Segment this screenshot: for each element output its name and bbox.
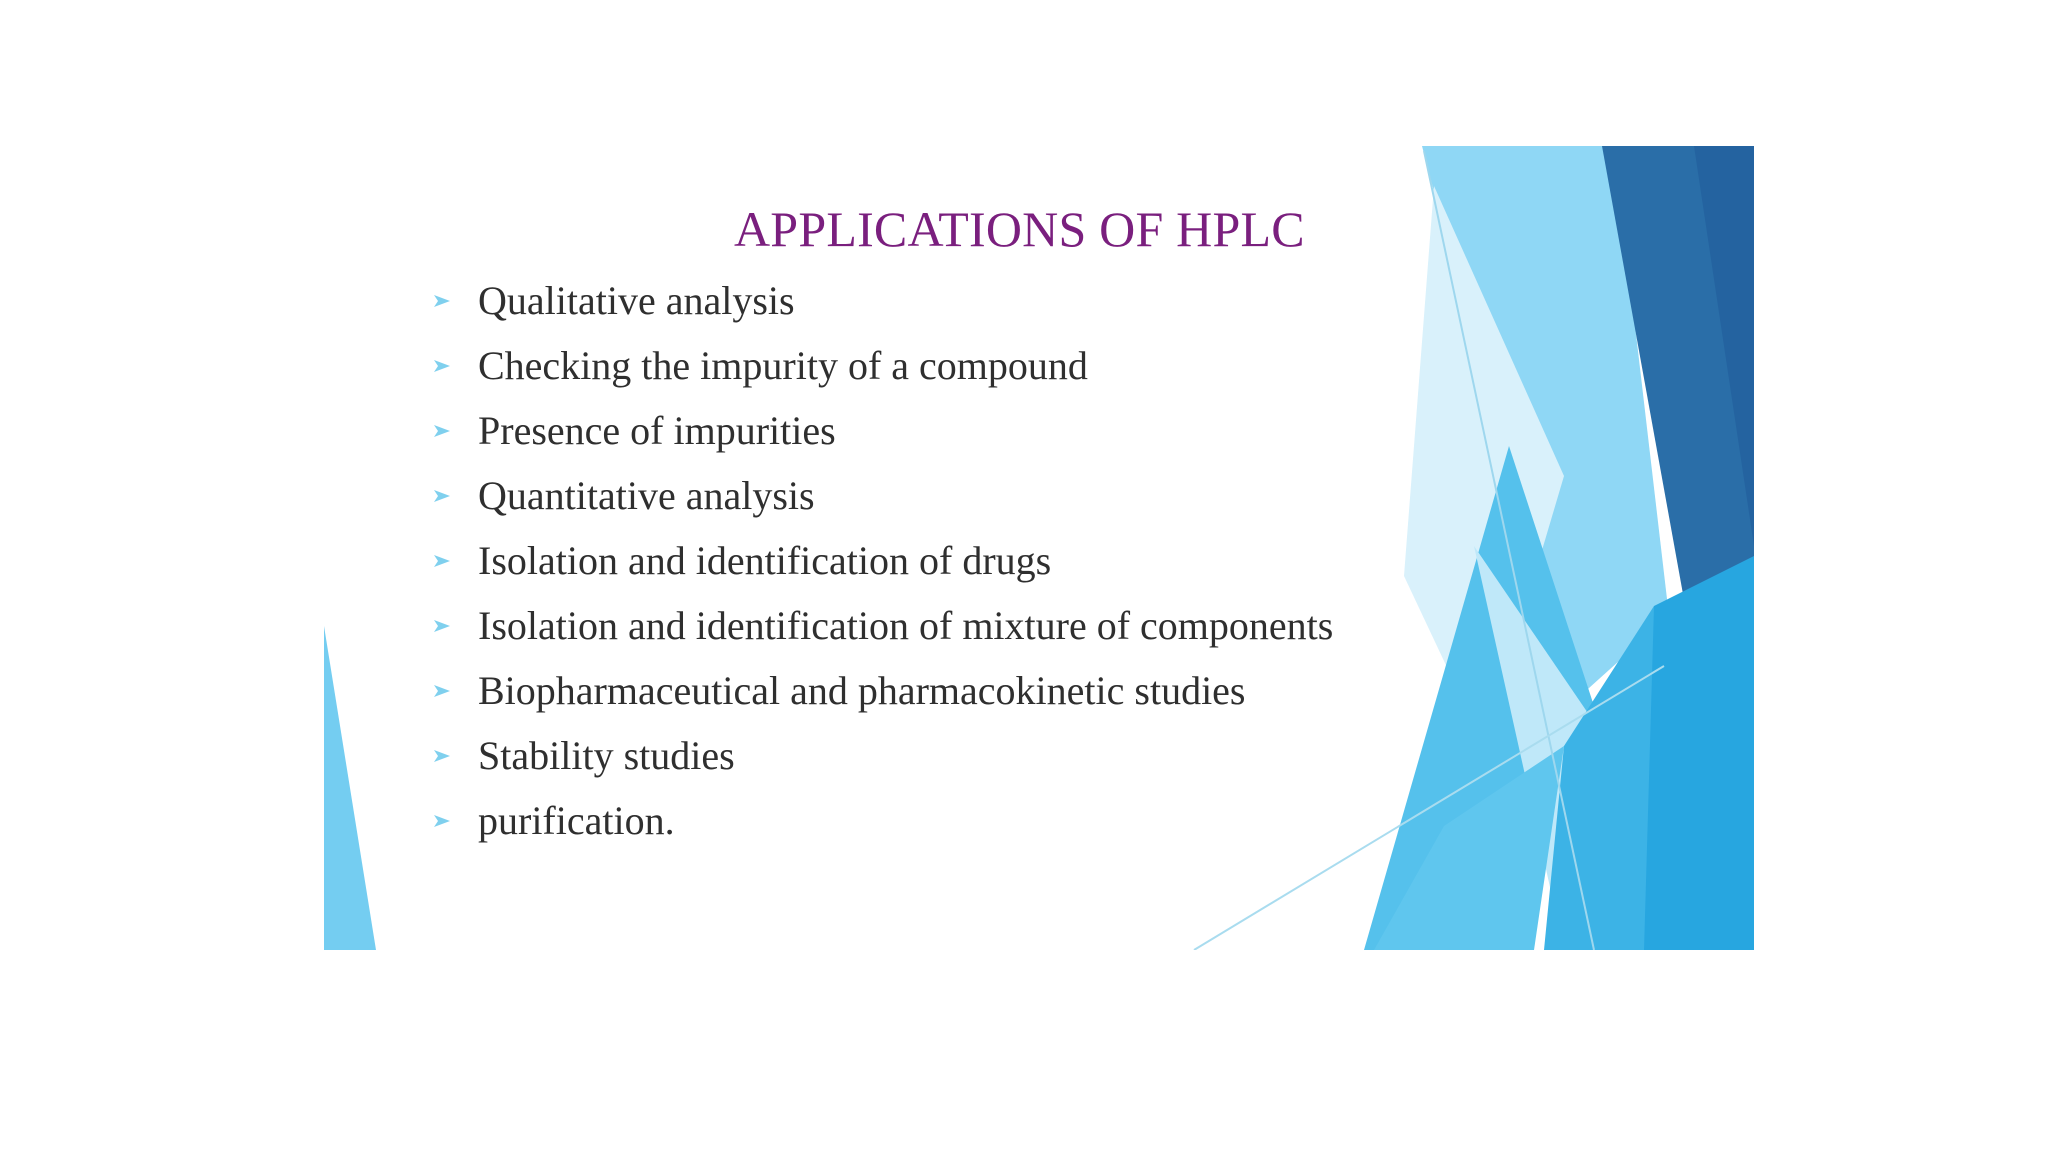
arrowhead-bullet-icon <box>432 683 452 699</box>
list-item <box>432 788 1333 853</box>
list-item <box>432 333 1333 398</box>
list-item <box>432 268 1333 333</box>
arrowhead-bullet-icon <box>432 553 452 569</box>
list-item <box>432 528 1333 593</box>
list-item <box>432 398 1333 463</box>
bullet-text: Qualitative analysis <box>478 277 795 323</box>
slide-title: APPLICATIONS OF HPLC <box>734 201 1305 257</box>
bullet-text: Biopharmaceutical and pharmacokinetic studies <box>478 667 1246 713</box>
arrowhead-bullet-icon <box>432 358 452 374</box>
list-item <box>432 658 1333 723</box>
left-accent-triangle <box>324 626 376 950</box>
arrowhead-bullet-icon <box>432 813 452 829</box>
list-item <box>432 463 1333 528</box>
arrowhead-bullet-icon <box>432 423 452 439</box>
bullet-text: Isolation and identification of mixture of components <box>478 602 1334 648</box>
arrowhead-bullet-icon <box>432 488 452 504</box>
bullet-list <box>432 268 1333 853</box>
bullet-text: Presence of impurities <box>478 407 836 453</box>
bullet-text: Isolation and identification of drugs <box>478 537 1052 583</box>
bullet-text: purification. <box>478 797 675 843</box>
arrowhead-bullet-icon <box>432 618 452 634</box>
bullet-text: Stability studies <box>478 732 735 778</box>
bullet-text: Quantitative analysis <box>478 472 815 518</box>
arrowhead-bullet-icon <box>432 748 452 764</box>
slide <box>324 146 1754 950</box>
list-item <box>432 723 1333 788</box>
list-item <box>432 593 1333 658</box>
bullet-text: Checking the impurity of a compound <box>478 342 1088 388</box>
arrowhead-bullet-icon <box>432 293 452 309</box>
